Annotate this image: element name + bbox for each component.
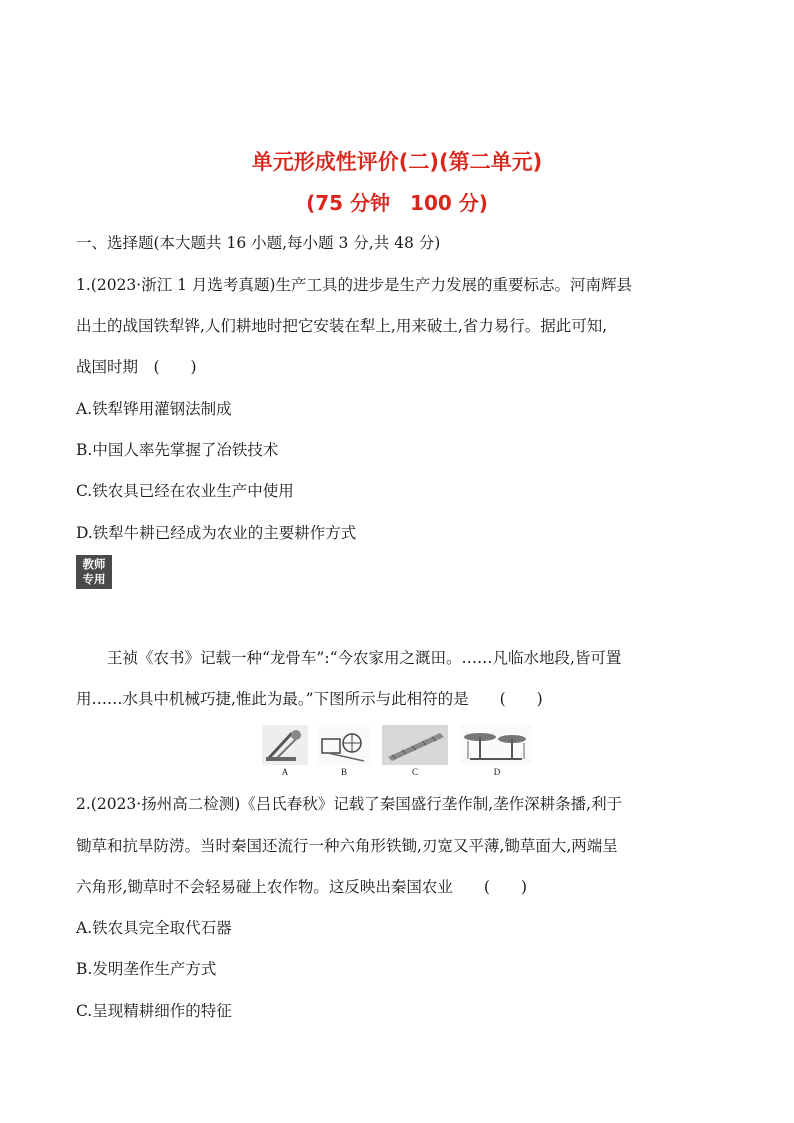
badge-line-1: 教师 [82, 557, 106, 571]
page-subtitle: (75 分钟 100 分) [306, 191, 488, 215]
q2-stem-line-2: 锄草和抗旱防涝。当时秦国还流行一种六角形铁锄,刃宽又平薄,锄草面大,两端呈 [76, 837, 618, 855]
figure-c-image [382, 725, 448, 765]
q2-option-c: C.呈现精耕细作的特征 [76, 1002, 232, 1020]
teacher-q-line-1: 王祯《农书》记载一种“龙骨车”:“今农家用之溉田。……凡临水地段,皆可置 [76, 649, 622, 667]
figure-b-image [318, 725, 370, 765]
answer-figures [262, 725, 532, 780]
teacher-only-badge [76, 555, 112, 589]
q1-stem-line-1: 1.(2023·浙江 1 月选考真题)生产工具的进步是生产力发展的重要标志。河南辉县 [76, 276, 632, 294]
figure-b-label: B [340, 767, 347, 777]
q1-option-d: D.铁犁牛耕已经成为农业的主要耕作方式 [76, 524, 357, 542]
q2-stem-line-3: 六角形,锄草时不会轻易碰上农作物。这反映出秦国农业 ( ) [76, 878, 528, 896]
page-title: 单元形成性评价(二)(第二单元) [251, 150, 543, 174]
q2-option-a: A.铁农具完全取代石器 [76, 919, 232, 937]
figure-d-image [460, 725, 532, 765]
q1-option-c: C.铁农具已经在农业生产中使用 [76, 482, 294, 500]
q2-option-b: B.发明垄作生产方式 [76, 960, 217, 978]
figure-c-label: C [411, 767, 418, 777]
q1-option-b: B.中国人率先掌握了冶铁技术 [76, 441, 279, 459]
figure-d-label: D [493, 767, 501, 777]
figure-a-label: A [281, 767, 289, 777]
q1-stem-line-3: 战国时期 ( ) [76, 358, 197, 376]
q1-stem-line-2: 出土的战国铁犁铧,人们耕地时把它安装在犁上,用来破土,省力易行。据此可知, [76, 317, 608, 335]
figure-a-image [262, 725, 308, 765]
badge-line-2: 专用 [82, 572, 106, 586]
q1-option-a: A.铁犁铧用灌钢法制成 [76, 400, 232, 418]
teacher-q-line-2: 用……水具中机械巧捷,惟此为最。”下图所示与此相符的是 ( ) [76, 690, 543, 708]
q2-stem-line-1: 2.(2023·扬州高二检测)《吕氏春秋》记载了秦国盛行垄作制,垄作深耕条播,利于 [76, 795, 623, 813]
section-heading: 一、选择题(本大题共 16 小题,每小题 3 分,共 48 分) [76, 234, 441, 252]
